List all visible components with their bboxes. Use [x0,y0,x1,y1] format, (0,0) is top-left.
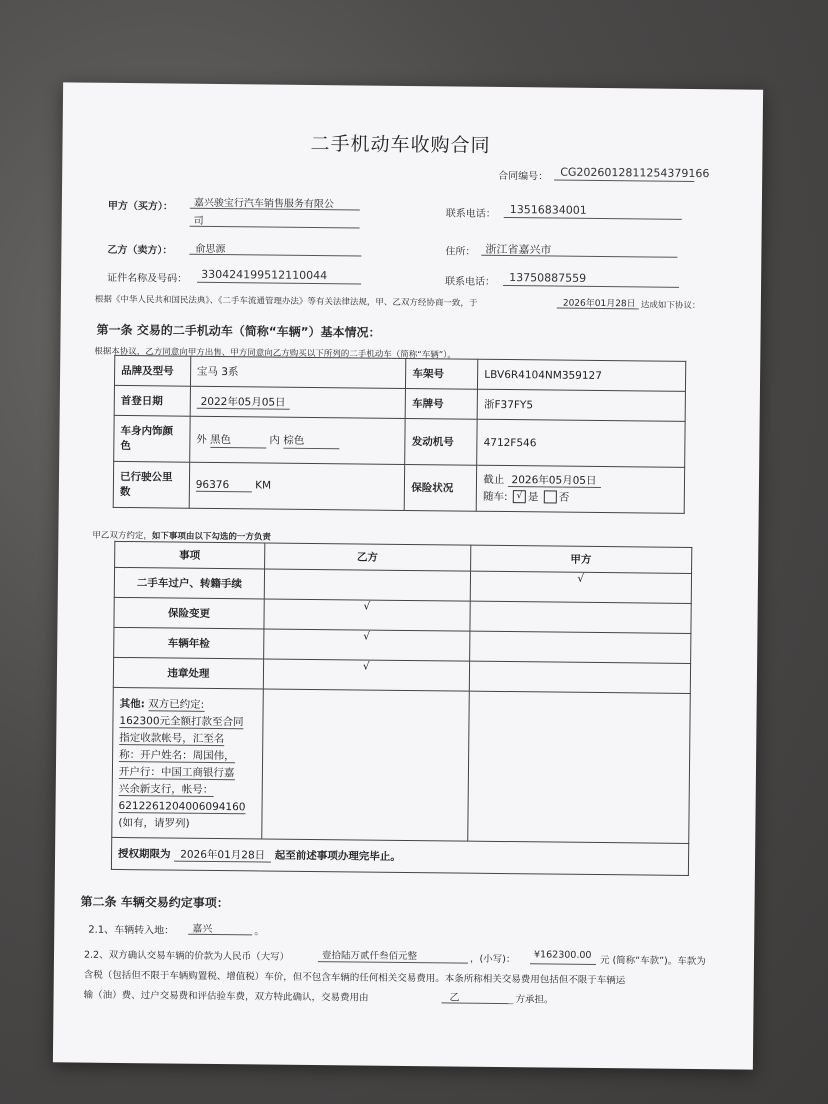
party-a-name-2: 司 [193,215,204,227]
c22-upper: 壹拾陆万贰仟叁佰元整 [321,950,418,963]
other-line: 162300元全额打款至合同 [119,714,244,729]
reg-value: 2022年05月05日 [197,396,290,410]
c22-line2: 含税（包括但不限于车辆购置税、增值税）车价，但不包含车辆的任何相关交易费用。本条所称相关交易费用包括但不限于车辆运 [83,969,626,987]
c21-end: 。 [254,926,265,938]
article2-title: 第二条 车辆交易约定事项： [80,894,229,911]
party-a-name-1: 嘉兴骏宝行汽车销售服务有限公 [193,197,334,211]
duty-item: 车辆年检 [114,627,264,659]
underline [189,254,361,257]
c22-line3-value: 乙 [449,992,460,1004]
duty-a-mark: √ [470,571,692,603]
other-label: 其他: [119,697,145,711]
ins-label: 保险状况 [405,464,477,511]
underline [197,282,361,285]
duty-b-mark: √ [264,599,470,631]
party-b-name: 俞思源 [195,243,226,256]
other-line: 6212261204006094160 [118,799,246,814]
party-b-addr-label: 住所： [445,246,476,258]
duties-intro-1: 甲乙双方约定， [92,530,152,542]
deadline-suffix: 起至前述事项办理完毕止。 [274,849,401,863]
duties-table [111,541,692,876]
id-label: 证件名称及号码： [107,272,188,285]
other-line: 兴余新支行，帐号： [118,782,214,796]
party-a-phone: 13516834001 [509,203,587,217]
party-b-label: 乙方（卖方）： [107,244,173,257]
contract-title: 二手机动车收购合同 [310,132,491,157]
with-car-label: 随车: [482,490,508,503]
c22-line3a: 输（油）费、过户交易费和评估验车费，双方特此确认，交易费用由 [83,989,369,1004]
duty-b-mark [264,569,470,601]
party-a-label: 甲方（买方）： [107,200,173,213]
other-b-cell [262,689,469,841]
underline [554,180,694,182]
yes-checkbox[interactable]: √ [513,490,526,503]
color-label: 车身内饰颜色 [114,415,190,462]
c21-value: 嘉兴 [192,923,213,935]
vehicle-table [113,355,687,514]
party-b-phone-label: 联系电话： [445,276,496,288]
duties-header-b: 乙方 [265,543,471,571]
ext-label: 外 [196,433,207,446]
law-text-2: 达成如下协议： [640,300,701,312]
other-cell [112,687,264,839]
underline [190,208,360,211]
mileage-label: 已行驶公里数 [113,461,189,508]
engine-label: 发动机号 [405,418,477,465]
underline [557,308,639,310]
party-b-phone: 13750887559 [509,271,587,285]
duty-b-mark: √ [263,659,469,691]
duties-header-item: 事项 [115,541,265,569]
plate-value: 浙F37FY5 [477,389,685,421]
plate-label: 车牌号 [406,388,478,419]
c22-lower: ¥162300.00 [533,949,592,961]
int-value: 棕色 [283,432,339,449]
reg-label: 首登日期 [114,385,190,416]
other-line: 指定收款帐号，汇至名 [119,731,225,746]
engine-value: 4712F546 [477,419,685,467]
mileage-value: 96376 [196,479,252,493]
no-checkbox[interactable] [544,490,557,503]
c22-mid: ，(小写)： [469,953,516,966]
deadline-row [111,837,688,875]
brand-label: 品牌及型号 [114,355,190,386]
duty-a-mark [469,661,691,693]
duty-b-mark: √ [264,629,470,661]
contract-no: CG2026012811254379166 [560,165,710,181]
brand-value: 宝马 3系 [190,356,406,388]
article1-intro: 根据本协议，乙方同意向甲方出售、甲方同意向乙方购买以下所列的二手机动车（简称“车辆”）。 [94,346,456,361]
underline [318,961,468,964]
c22-after: 元 (简称“车款”)。车款为 [599,955,706,968]
duty-a-mark [469,601,691,633]
c21-label: 2.1、车辆转入地： [88,924,175,937]
underline [503,285,679,288]
other-line: 称：开户姓名：周国伟， [119,748,235,763]
c22-line3b: 方承担。 [515,994,554,1006]
id-value: 330424199512110044 [201,267,328,283]
mileage-unit: KM [255,479,272,492]
law-date: 2026年01月28日 [562,298,636,310]
other-a-cell [467,691,690,843]
ext-value: 黑色 [210,431,266,448]
int-label: 内 [269,434,280,447]
c22-label: 2.2、双方确认交易车辆的价款为人民币（大写） [83,949,290,963]
underline [530,963,596,965]
party-a-phone-label: 联系电话： [445,208,496,220]
vin-label: 车架号 [406,358,478,389]
underline [504,217,682,220]
duties-intro-2: 如下事项由以下勾选的一方负责 [151,531,271,543]
ins-until-value: 2026年05月05日 [508,474,601,488]
duty-a-mark [469,631,691,663]
party-b-addr: 浙江省嘉兴市 [485,242,552,257]
deadline-value: 2026年01月28日 [174,849,271,863]
no-label: 否 [558,491,570,504]
contract-no-label: 合同编号： [498,170,549,183]
duties-header-a: 甲方 [470,545,692,573]
duty-item: 保险变更 [114,597,264,629]
duty-item: 二手车过户、转籍手续 [114,567,264,599]
law-text-1: 根据《中华人民共和国民法典》、《二手车流通管理办法》等有关法律法规，甲、乙双方经协商一致，于 [94,294,478,309]
underline [442,1002,514,1004]
ins-until-label: 截止 [483,473,505,486]
duty-item: 违章处理 [113,657,263,689]
contract-paper [53,82,763,1069]
other-line: (如有，请罗列) [118,816,190,830]
article1-title: 第一条 交易的二手机动车（简称“车辆”）基本情况： [96,322,381,340]
other-line: 双方已约定: [148,698,205,711]
yes-label: 是 [527,490,539,503]
underline [190,226,360,229]
deadline-label: 授权期限为 [118,847,171,861]
vin-value: LBV6R4104NM359127 [478,359,686,391]
other-line: 开户行：中国工商银行嘉 [118,765,235,780]
underline [188,934,252,936]
